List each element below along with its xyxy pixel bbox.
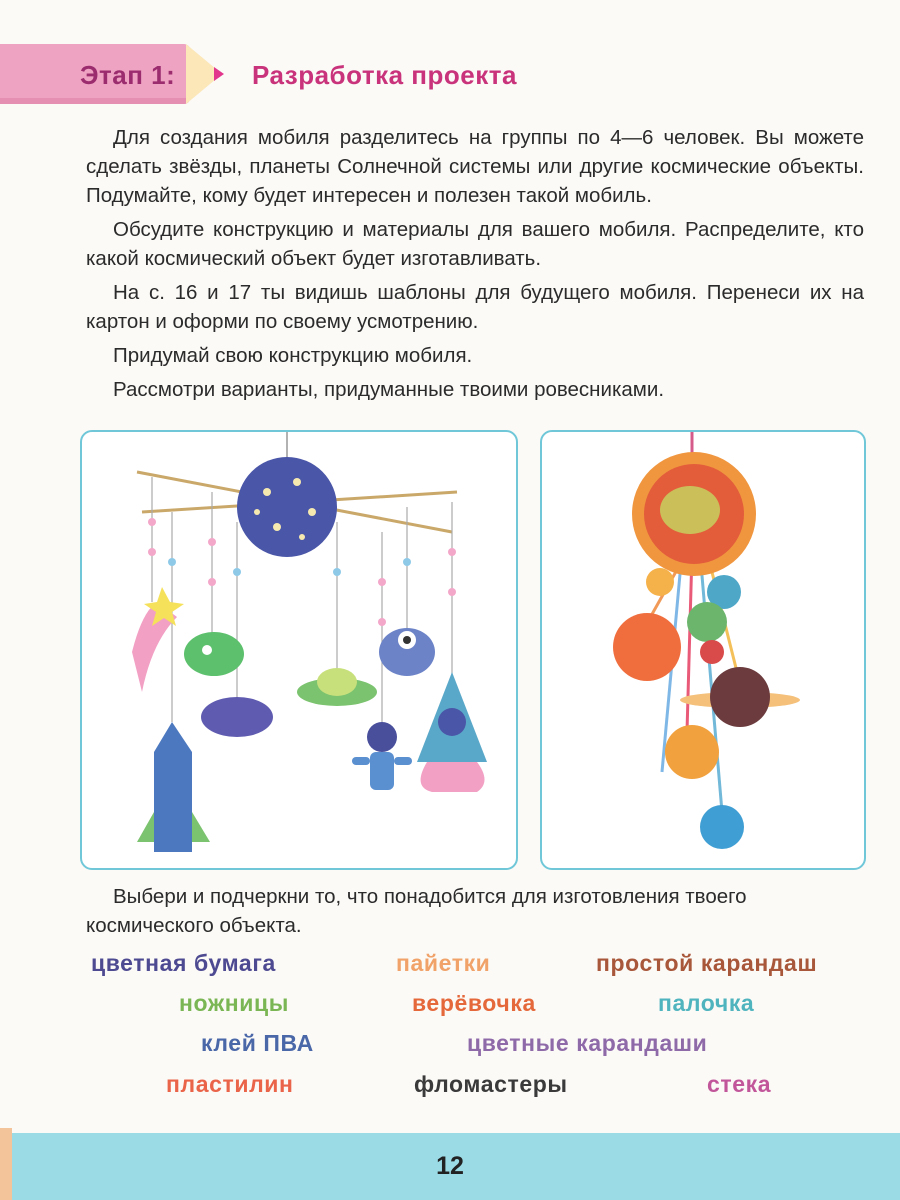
paragraph: Обсудите конструкцию и материалы для вашего мобиля. Распределите, кто какой космический объект будет изготавливать.: [86, 218, 864, 270]
stage-label: Этап 1:: [80, 60, 176, 90]
material-word[interactable]: стека: [707, 1071, 772, 1097]
material-word[interactable]: простой карандаш: [596, 950, 818, 976]
paragraph: Для создания мобиля разделитесь на группы по 4—6 человек. Вы можете сделать звёзды, планеты Солнечной системы или другие космические объекты. Подумайте, кому будет интересен и полезен такой мобиль.: [86, 126, 864, 207]
photo-right-frame: [540, 430, 866, 870]
material-word[interactable]: пластилин: [166, 1071, 294, 1097]
material-word[interactable]: фломастеры: [414, 1071, 568, 1097]
material-word[interactable]: пайетки: [396, 950, 491, 976]
instruction-text: Выбери и подчеркни то, что понадобится для изготовления твоего космического объекта.: [86, 885, 747, 937]
paragraph: Рассмотри варианты, придуманные твоими ровесниками.: [113, 378, 665, 401]
paragraph: На с. 16 и 17 ты видишь шаблоны для будущего мобиля. Перенеси их на картон и оформи по своему усмотрению.: [86, 281, 864, 333]
material-word[interactable]: цветные карандаши: [467, 1030, 708, 1056]
body-text: [86, 123, 864, 409]
material-word[interactable]: верёвочка: [412, 990, 536, 1016]
photo-left-frame: [80, 430, 518, 870]
material-word[interactable]: ножницы: [179, 990, 289, 1016]
material-word[interactable]: клей ПВА: [201, 1030, 314, 1056]
sun-and-planets-mobile-icon: [542, 432, 864, 868]
page-number: 12: [436, 1152, 464, 1180]
mobile-with-planet-and-rockets-icon: [82, 432, 516, 868]
pencil-lead-icon: [214, 67, 224, 81]
material-word[interactable]: цветная бумага: [91, 950, 276, 976]
material-word[interactable]: палочка: [658, 990, 755, 1016]
stage-title: Разработка проекта: [252, 60, 517, 90]
paragraph: Придумай свою конструкцию мобиля.: [113, 344, 473, 367]
